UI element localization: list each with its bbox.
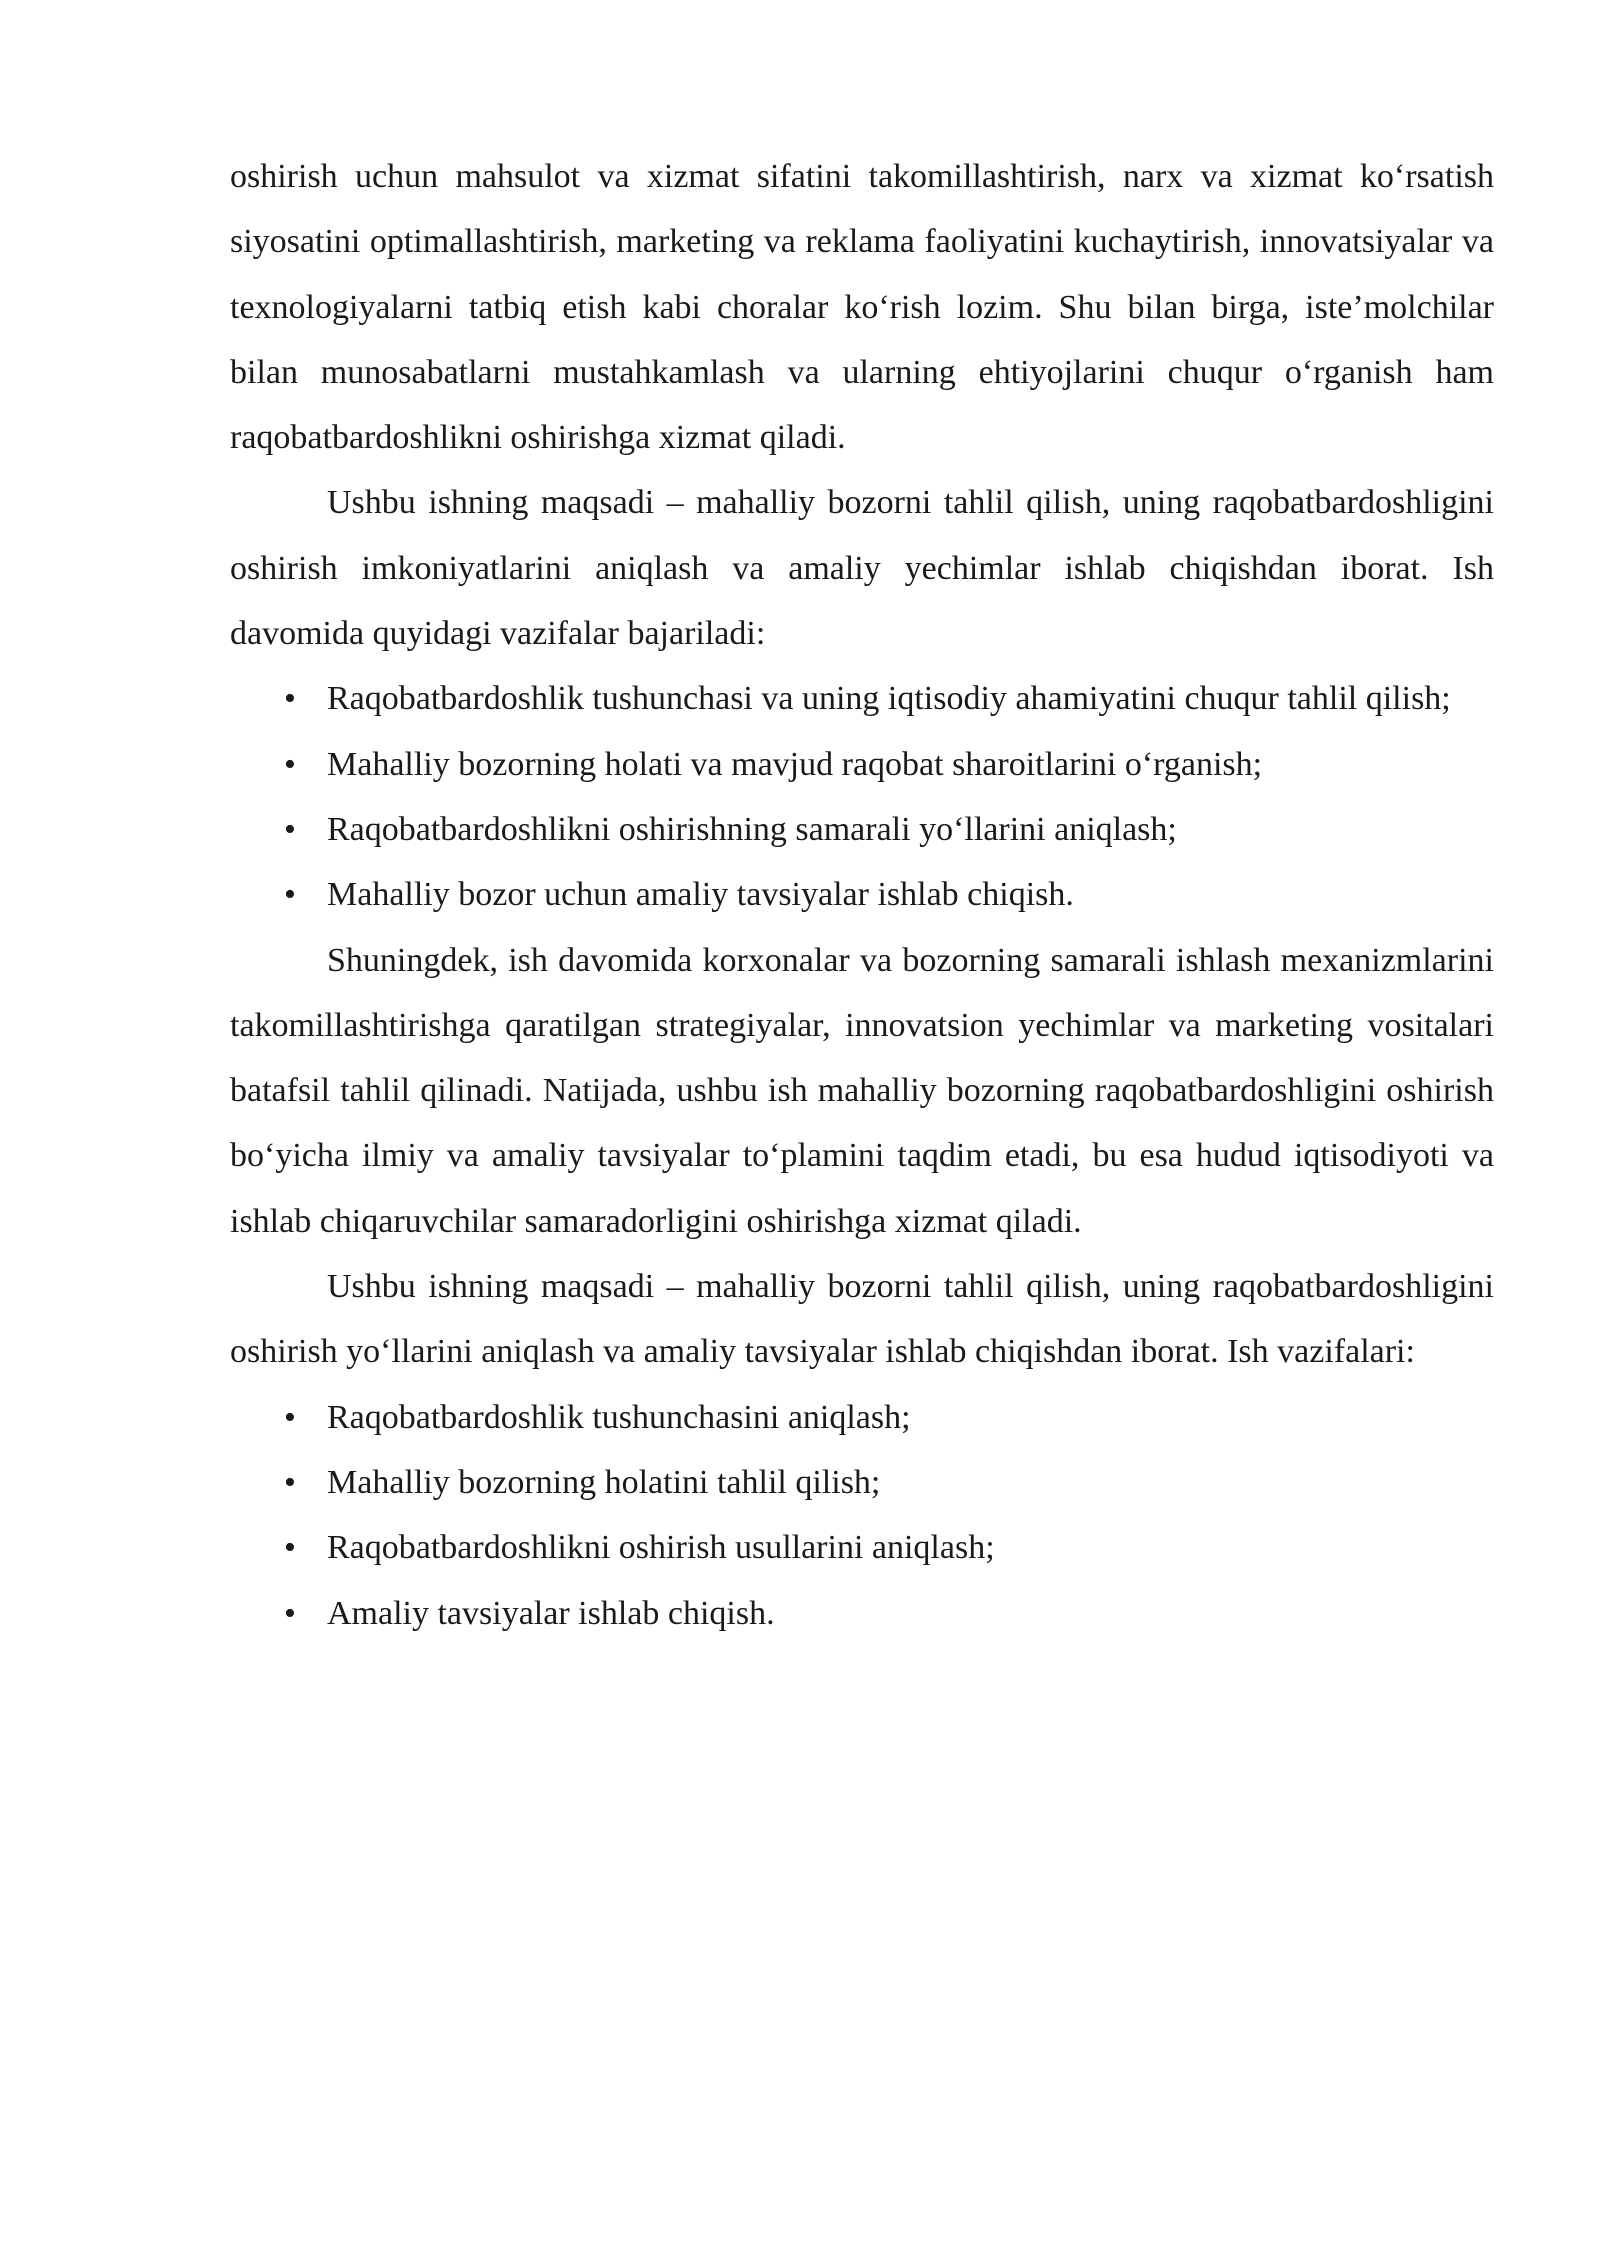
list-item	[230, 1515, 1494, 1580]
bullet-icon: •	[284, 810, 296, 848]
bullet-icon: •	[284, 680, 296, 718]
list-item	[230, 1385, 1494, 1450]
list-item	[230, 666, 1494, 731]
bullet-icon: •	[284, 1463, 296, 1501]
paragraph-continuation: oshirish uchun mahsulot va xizmat sifatini takomillashtirish, narx va xizmat ko‘rsatish siyosatini optimallashtirish, marketing va reklama faoliyatini kuchaytirish, innovatsiyalar va texnologiyalarni tatbiq etish kabi choralar ko‘rish lozim. Shu bilan birga, iste’molchilar bilan munosabatlarni mustahkamlash va ularning ehtiyojlarini chuqur o‘rganish ham raqobatbardoshlikni oshirishga xizmat qiladi.	[230, 158, 1494, 457]
list-item	[230, 797, 1494, 862]
list-item	[230, 1450, 1494, 1515]
bullet-icon: •	[284, 745, 296, 783]
task-list-short	[230, 1385, 1494, 1646]
list-item-text: Mahalliy bozorning holati va mavjud raqobat sharoitlarini o‘rganish;	[327, 745, 1263, 783]
bullet-icon: •	[284, 1594, 296, 1632]
list-item	[230, 1581, 1494, 1646]
list-item	[230, 732, 1494, 797]
paragraph-purpose-repeat: Ushbu ishning maqsadi – mahalliy bozorni tahlil qilish, uning raqobatbardoshligini oshirish yo‘llarini aniqlash va amaliy tavsiyalar ishlab chiqishdan iborat. Ish vazifalari:	[230, 1268, 1494, 1371]
bullet-icon: •	[284, 1529, 296, 1567]
task-list	[230, 666, 1494, 927]
paragraph-strategies: Shuningdek, ish davomida korxonalar va bozorning samarali ishlash mexanizmlarini takomillashtirishga qaratilgan strategiyalar, innovatsion yechimlar va marketing vositalari batafsil tahlil qilinadi. Natijada, ushbu ish mahalliy bozorning raqobatbardoshligini oshirish bo‘yicha ilmiy va amaliy tavsiyalar to‘plamini taqdim etadi, bu esa hudud iqtisodiyoti va ishlab chiqaruvchilar samaradorligini oshirishga xizmat qiladi.	[230, 941, 1494, 1240]
list-item-text: Raqobatbardoshlik tushunchasi va uning iqtisodiy ahamiyatini chuqur tahlil qilish;	[327, 680, 1451, 718]
list-item-text: Mahalliy bozor uchun amaliy tavsiyalar ishlab chiqish.	[327, 876, 1074, 914]
list-item-text: Raqobatbardoshlik tushunchasini aniqlash;	[327, 1398, 911, 1436]
list-item-text: Mahalliy bozorning holatini tahlil qilish;	[327, 1463, 881, 1501]
document-body	[230, 144, 1494, 1646]
bullet-icon: •	[284, 876, 296, 914]
bullet-icon: •	[284, 1398, 296, 1436]
paragraph-purpose: Ushbu ishning maqsadi – mahalliy bozorni tahlil qilish, uning raqobatbardoshligini oshirish imkoniyatlarini aniqlash va amaliy yechimlar ishlab chiqishdan iborat. Ish davomida quyidagi vazifalar bajariladi:	[230, 484, 1494, 653]
list-item	[230, 862, 1494, 927]
list-item-text: Raqobatbardoshlikni oshirish usullarini aniqlash;	[327, 1529, 995, 1567]
list-item-text: Raqobatbardoshlikni oshirishning samarali yo‘llarini aniqlash;	[327, 810, 1177, 848]
list-item-text: Amaliy tavsiyalar ishlab chiqish.	[327, 1594, 775, 1632]
